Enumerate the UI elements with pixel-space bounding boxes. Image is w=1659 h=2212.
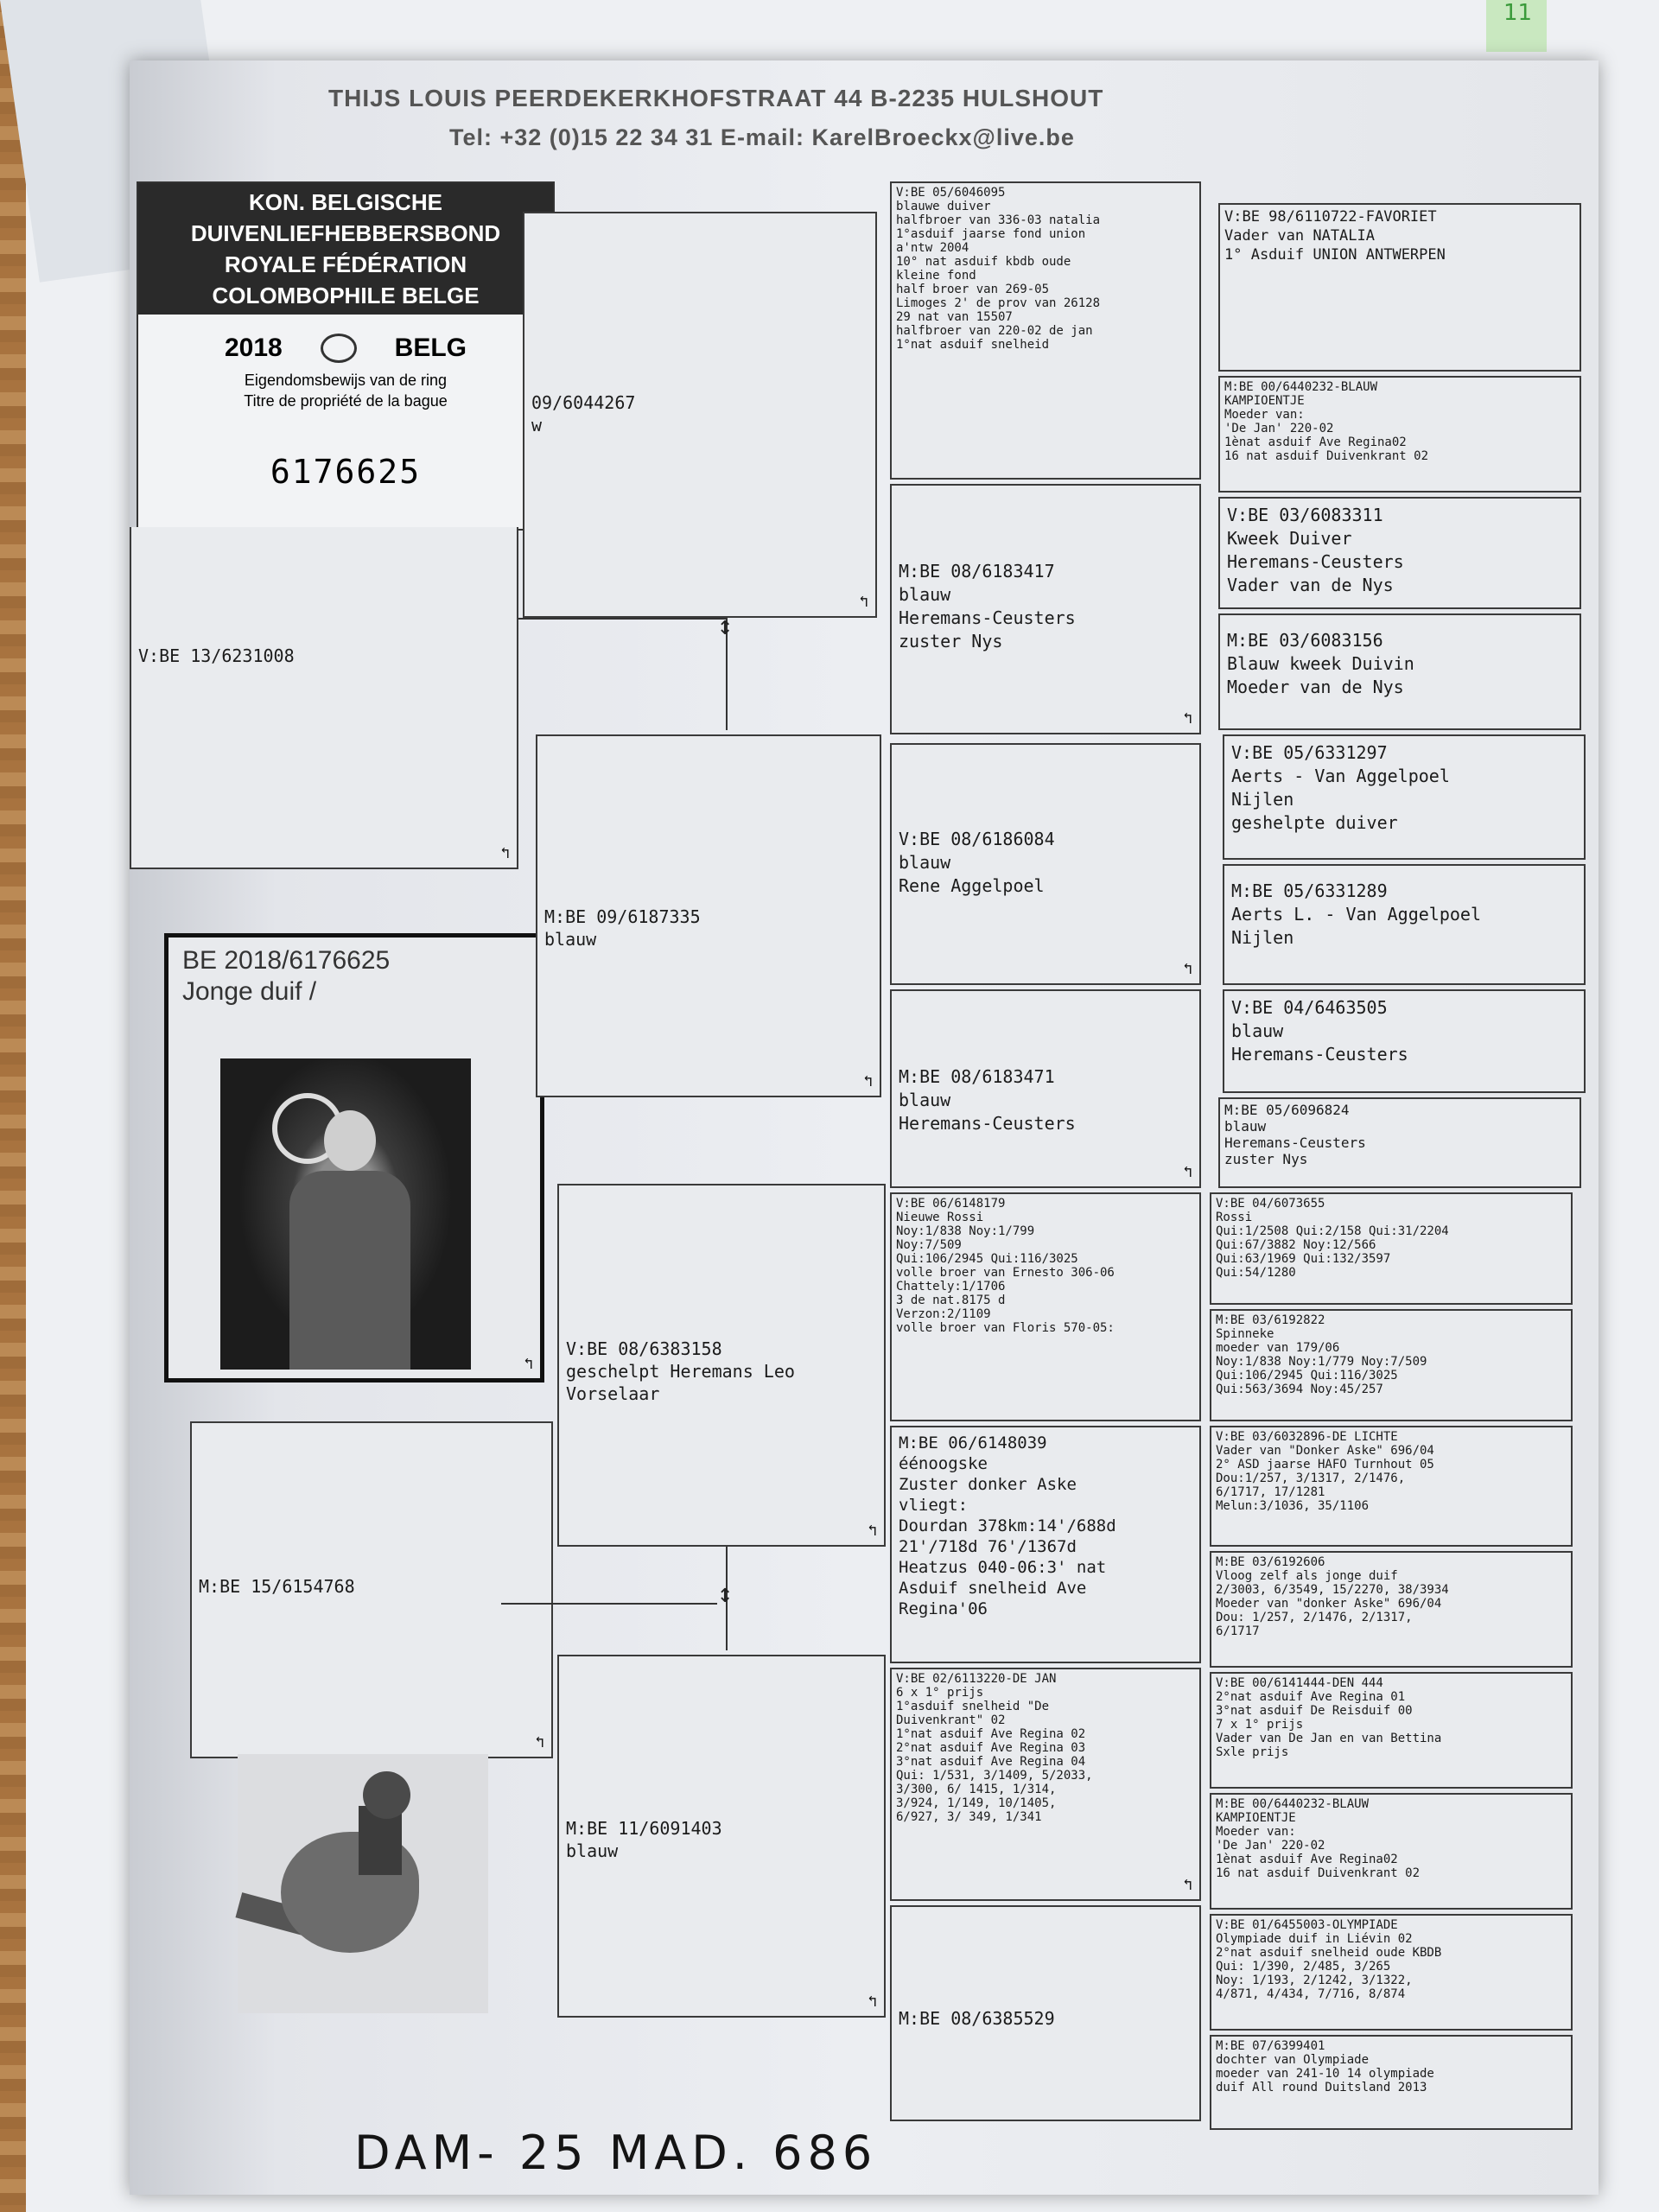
ring-year-row (138, 315, 553, 370)
ring-country: BELG (394, 334, 467, 362)
connector-arrow-icon: ↕ (717, 611, 734, 641)
owner-photo (220, 1058, 471, 1370)
edit-icon: ↰ (868, 1522, 877, 1540)
gen4-box-o (1210, 1914, 1573, 2031)
owner-address: THIJS LOUIS PEERDEKERKHOFSTRAAT 44 B-2235 HULSHOUT (328, 85, 1104, 111)
gen3-box-h (890, 1905, 1201, 2121)
edit-icon: ↰ (859, 593, 868, 611)
sire-text: V:BE 13/6231008 (138, 645, 295, 666)
gen3-text-c: V:BE 08/6186084 blauw Rene Aggelpoel (899, 829, 1055, 896)
edit-icon: ↰ (863, 1072, 873, 1090)
gen3-text-f: M:BE 06/6148039 éénoogske Zuster donker Aske vliegt: Dourdan 378km:14'/688d 21'/718d 76'/1367d Heatzus 040-06:3' nat Asduif snelheid Ave Regina'06 (899, 1433, 1116, 1618)
ring-subtitle-fr: Titre de propriété de la bague (244, 392, 448, 410)
pigeon-photo (238, 1754, 488, 2013)
gen2-box-sd (536, 734, 881, 1097)
gen2-text-ds: V:BE 08/6383158 geschelpt Heremans Leo Vorselaar (566, 1338, 795, 1404)
gen4-box-p (1210, 2035, 1573, 2130)
connector-arrow-icon: ↕ (717, 1579, 734, 1609)
gen4-box-e (1223, 734, 1586, 860)
gen2-text-dd: M:BE 11/6091403 blauw (566, 1818, 722, 1861)
dam-text: M:BE 15/6154768 (199, 1576, 355, 1597)
gen3-text-d: M:BE 08/6183471 blauw Heremans-Ceusters (899, 1066, 1076, 1134)
ring-number: 6176625 (270, 453, 422, 491)
gen4-box-d (1218, 613, 1581, 730)
gen4-text-m: V:BE 00/6141444-DEN 444 2°nat asduif Ave Regina 01 3°nat asduif De Reisduif 00 7 x 1° prijs Vader van De Jan en van Bettina Sxle prijs (1216, 1676, 1442, 1759)
edit-icon: ↰ (524, 1355, 533, 1373)
gen4-box-g (1223, 989, 1586, 1093)
gen3-box-b (890, 484, 1201, 734)
gen2-text-sd: M:BE 09/6187335 blauw (544, 906, 701, 950)
dam-box (190, 1421, 553, 1758)
gen3-text-h: M:BE 08/6385529 (899, 2008, 1055, 2029)
edit-icon: ↰ (535, 1733, 544, 1751)
owner-contact: Tel: +32 (0)15 22 34 31 E-mail: KarelBroeckx@live.be (449, 124, 1075, 150)
ring-certificate (137, 181, 555, 531)
gen2-box-ds (557, 1184, 886, 1547)
gen3-box-a (890, 181, 1201, 480)
gen3-box-d (890, 989, 1201, 1188)
crest-icon (321, 334, 357, 363)
gen4-text-b: M:BE 00/6440232-BLAUW KAMPIOENTJE Moeder van: 'De Jan' 220-02 1ènat asduif Ave Regina02 16 nat asduif Duivenkrant 02 (1224, 380, 1429, 463)
pedigree-sheet (130, 60, 1599, 2195)
gen4-box-i (1210, 1192, 1573, 1305)
edit-icon: ↰ (500, 844, 510, 862)
subject-ring: BE 2018/6176625 (182, 946, 391, 975)
federation-name-nl: KON. BELGISCHE DUIVENLIEFHEBBERSBOND (190, 189, 501, 246)
edit-icon: ↰ (868, 1993, 877, 2011)
federation-name-fr: ROYALE FÉDÉRATION COLOMBOPHILE BELGE (212, 251, 480, 308)
gen4-box-h (1218, 1097, 1581, 1188)
gen2-box-dd (557, 1655, 886, 2018)
gen3-text-a: V:BE 05/6046095 blauwe duiver halfbroer van 336-03 natalia 1°asduif jaarse fond union a'ntw 2004 10° nat asduif kbdb oude kleine fond half broer van 269-05 Limoges 2' de prov van 26128 29 nat van 15507 halfbroer van 220-02 de jan 1°nat asduif snelheid (896, 186, 1101, 352)
handwritten-note: DAM- 25 MAD. 686 (354, 2126, 878, 2180)
gen3-text-b: M:BE 08/6183417 blauw Heremans-Ceusters zuster Nys (899, 561, 1076, 652)
edit-icon: ↰ (1183, 960, 1192, 978)
connector (518, 618, 726, 620)
gen3-box-g (890, 1668, 1201, 1901)
gen4-box-f (1223, 864, 1586, 985)
edit-icon: ↰ (1183, 1163, 1192, 1181)
edit-icon: ↰ (1183, 1876, 1192, 1894)
gen4-text-e: V:BE 05/6331297 Aerts - Van Aggelpoel Nijlen geshelpte duiver (1231, 742, 1450, 833)
gen4-text-n: M:BE 00/6440232-BLAUW KAMPIOENTJE Moeder van: 'De Jan' 220-02 1ènat asduif Ave Regina02 16 nat asduif Duivenkrant 02 (1216, 1797, 1421, 1880)
gen4-text-c: V:BE 03/6083311 Kweek Duiver Heremans-Ceusters Vader van de Nys (1227, 505, 1404, 595)
gen4-text-d: M:BE 03/6083156 Blauw kweek Duivin Moeder van de Nys (1227, 630, 1414, 697)
gen3-box-f (890, 1426, 1201, 1663)
gen4-text-j: M:BE 03/6192822 Spinneke moeder van 179/06 Noy:1/838 Noy:1/779 Noy:7/509 Qui:106/2945 Qui:116/3025 Qui:563/3694 Noy:45/257 (1216, 1313, 1427, 1396)
gen4-text-o: V:BE 01/6455003-OLYMPIADE Olympiade duif in Liévin 02 2°nat asduif snelheid oude KBDB Qui: 1/390, 2/485, 3/265 Noy: 1/193, 2/1242, 3/1322, 4/871, 4/434, 7/716, 8/874 (1216, 1918, 1442, 2001)
gen3-text-g: V:BE 02/6113220-DE JAN 6 x 1° prijs 1°asduif snelheid "De Duivenkrant" 02 1°nat asduif Ave Regina 02 2°nat asduif Ave Regina 03 3°nat asduif Ave Regina 04 Qui: 1/531, 3/1409, 5/2033, 3/300, 6/ 1415, 1/314, 3/924, 1/149, 10/1405, 6/927, 3/ 349, 1/341 (896, 1672, 1093, 1824)
sire-box (130, 527, 518, 869)
ring-year: 2018 (225, 334, 283, 362)
subject-name: Jonge duif / (182, 977, 317, 1006)
gen4-box-l (1210, 1551, 1573, 1668)
gen4-box-a (1218, 203, 1581, 372)
federation-banner (138, 183, 553, 315)
gen4-text-l: M:BE 03/6192606 Vloog zelf als jonge duif 2/3003, 6/3549, 15/2270, 38/3934 Moeder van "donker Aske" 696/04 Dou: 1/257, 2/1476, 2/1317, 6/1717 (1216, 1555, 1449, 1638)
connector (501, 1603, 717, 1605)
gen2-text-ss: 09/6044267 w (531, 392, 636, 435)
gen4-text-h: M:BE 05/6096824 blauw Heremans-Ceusters zuster Nys (1224, 1102, 1366, 1167)
gen4-text-g: V:BE 04/6463505 blauw Heremans-Ceusters (1231, 997, 1408, 1065)
gen3-text-e: V:BE 06/6148179 Nieuwe Rossi Noy:1/838 Noy:1/799 Noy:7/509 Qui:106/2945 Qui:116/3025 volle broer van Ernesto 306-06 Chattely:1/1706 3 de nat.8175 d Verzon:2/1109 volle broer van Floris 570-05: (896, 1197, 1115, 1335)
subject-pigeon-box (164, 933, 544, 1382)
photo-body (289, 1171, 410, 1370)
edit-icon: ↰ (1183, 709, 1192, 728)
pigeon-head (363, 1771, 410, 1819)
gen4-box-n (1210, 1793, 1573, 1910)
gen4-box-j (1210, 1309, 1573, 1421)
gen4-box-b (1218, 376, 1581, 493)
green-sticky-note: 11 (1486, 0, 1547, 52)
gen4-text-f: M:BE 05/6331289 Aerts L. - Van Aggelpoel Nijlen (1231, 880, 1481, 948)
gen2-box-ss (523, 212, 877, 618)
photo-head (324, 1110, 376, 1171)
ring-subtitle-nl: Eigendomsbewijs van de ring (244, 372, 448, 389)
gen4-box-m (1210, 1672, 1573, 1789)
gen4-box-k (1210, 1426, 1573, 1547)
gen4-box-c (1218, 497, 1581, 609)
gen3-box-e (890, 1192, 1201, 1421)
gen4-text-k: V:BE 03/6032896-DE LICHTE Vader van "Donker Aske" 696/04 2° ASD jaarse HAFO Turnhout 05 Dou:1/257, 3/1317, 2/1476, 6/1717, 17/1281 Melun:3/1036, 35/1106 (1216, 1430, 1434, 1513)
gen4-text-p: M:BE 07/6399401 dochter van Olympiade moeder van 241-10 14 olympiade duif All round Duitsland 2013 (1216, 2039, 1434, 2094)
gen3-box-c (890, 743, 1201, 985)
gen4-text-i: V:BE 04/6073655 Rossi Qui:1/2508 Qui:2/158 Qui:31/2204 Qui:67/3882 Noy:12/566 Qui:63/1969 Qui:132/3597 Qui:54/1280 (1216, 1197, 1449, 1280)
gen4-text-a: V:BE 98/6110722-FAVORIET Vader van NATALIA 1° Asduif UNION ANTWERPEN (1224, 208, 1446, 264)
